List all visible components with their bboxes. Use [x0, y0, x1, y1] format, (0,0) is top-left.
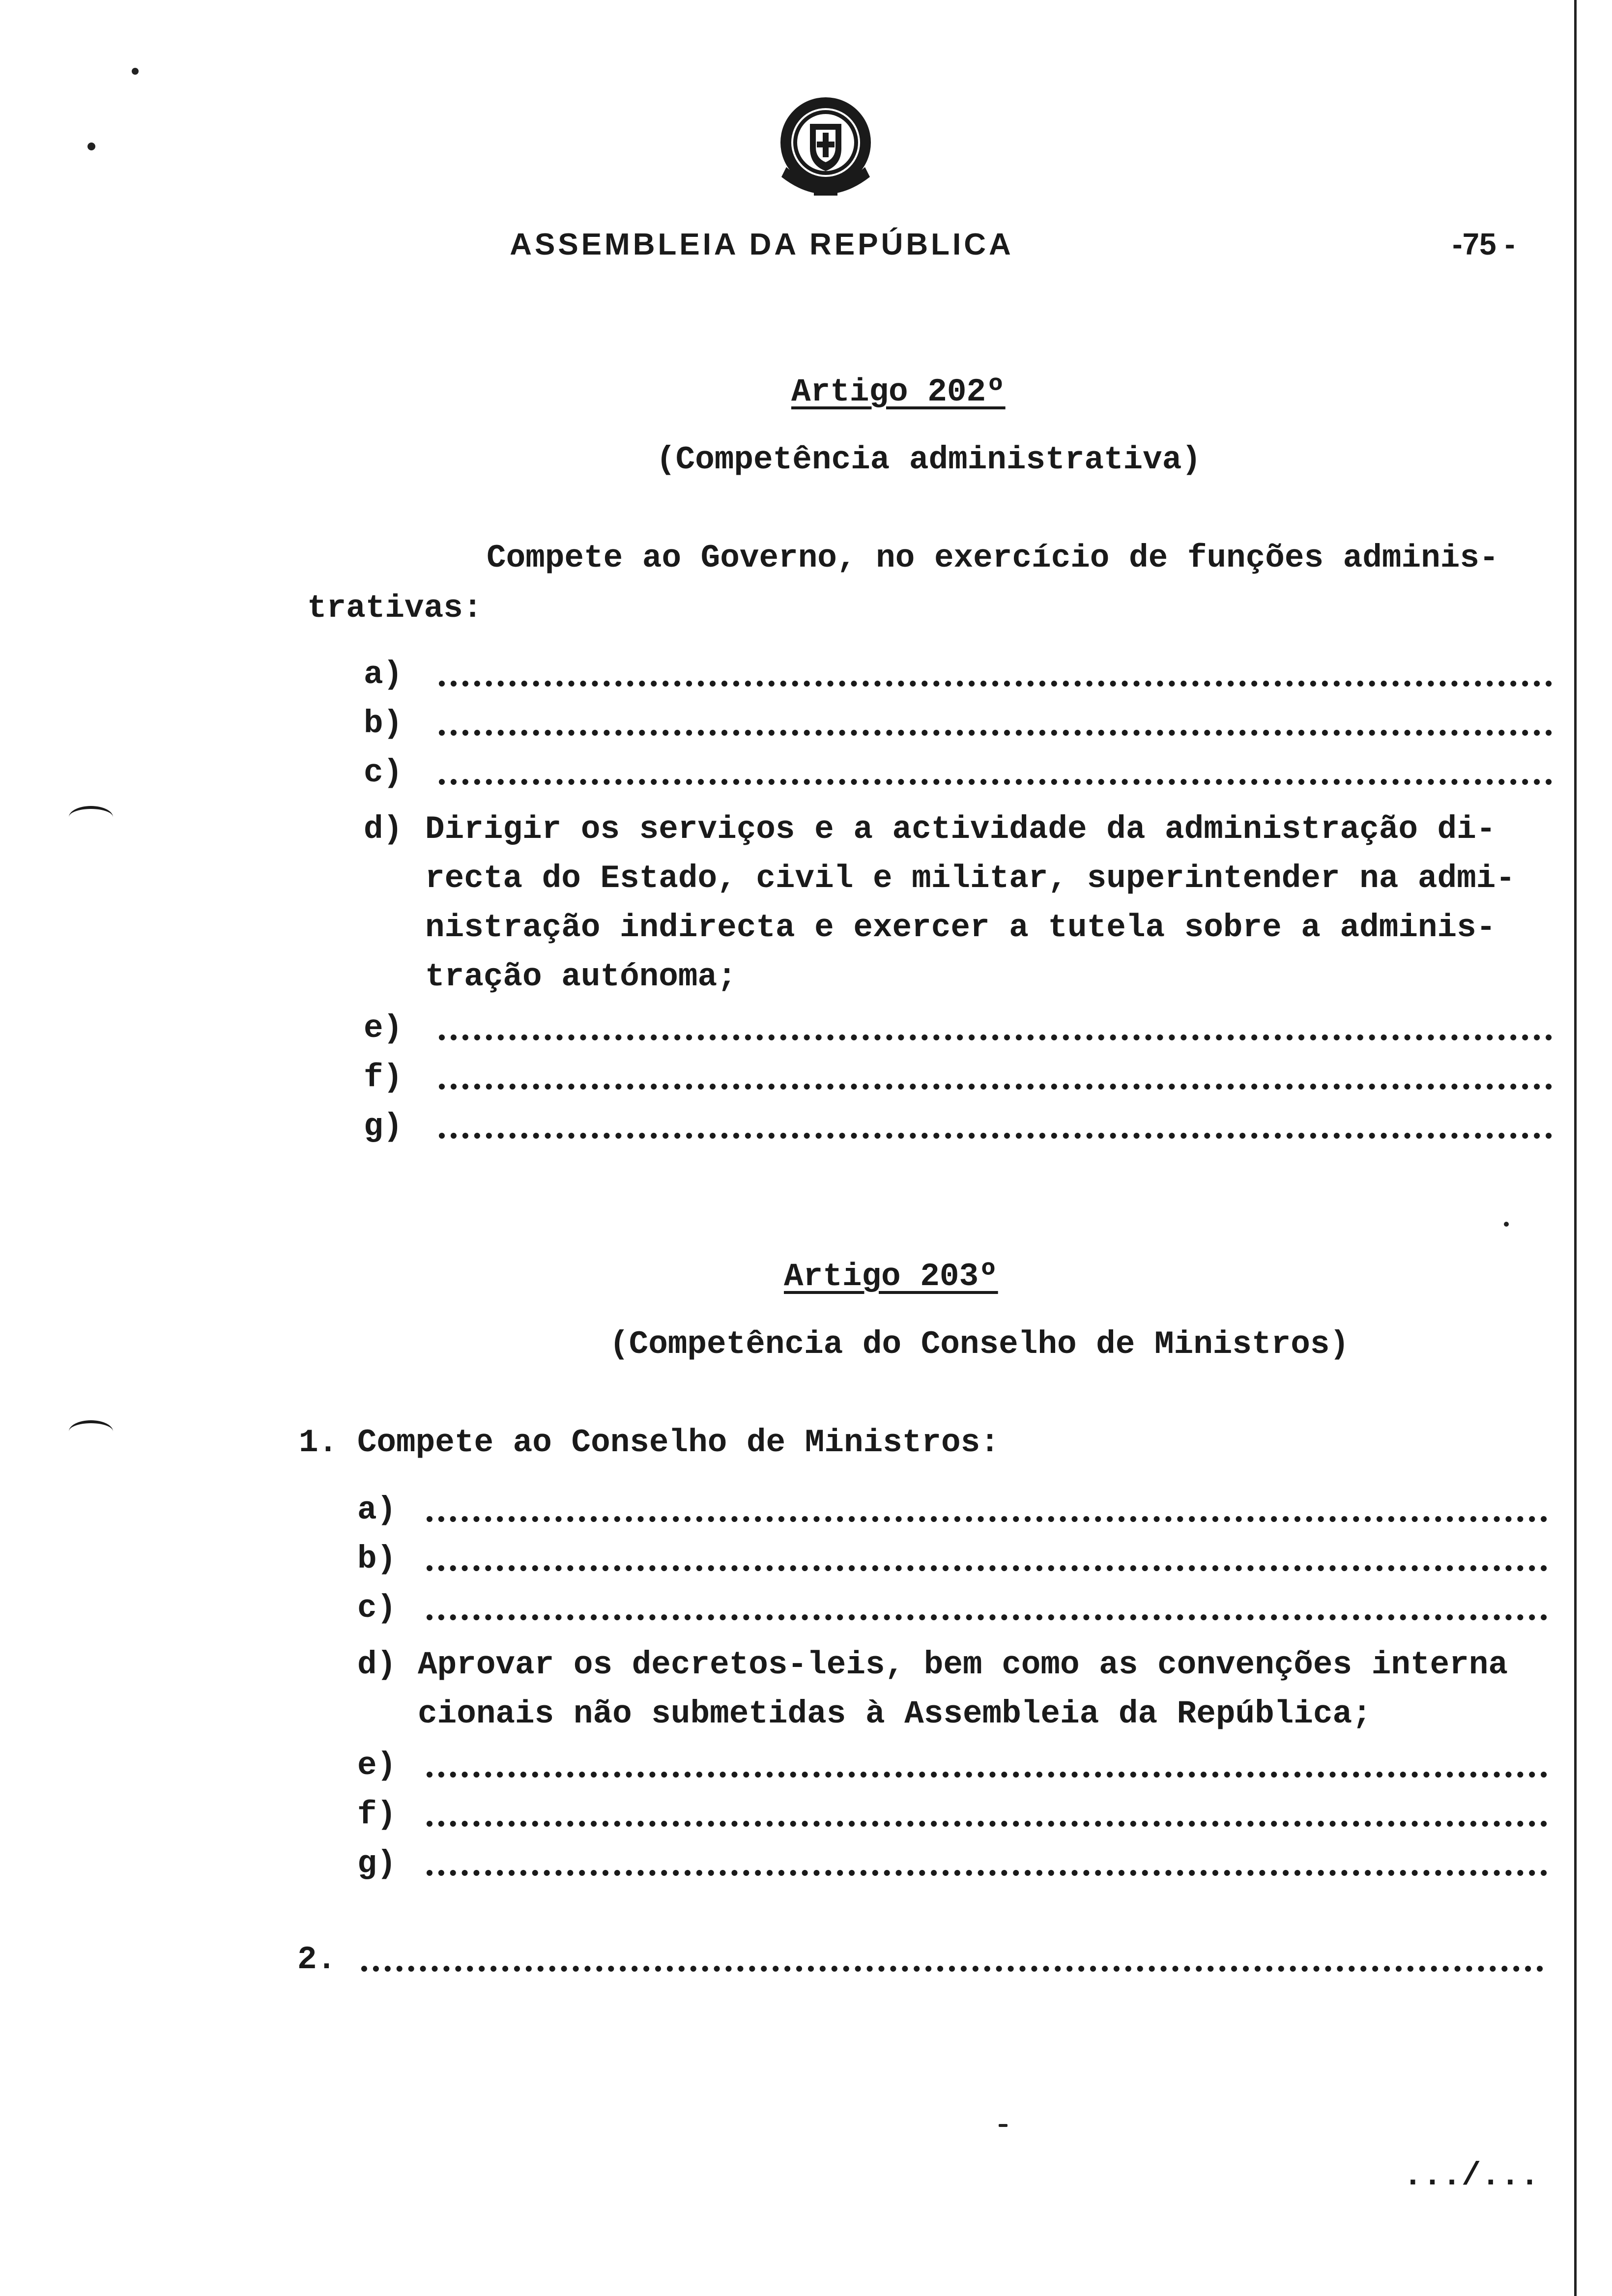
scan-speck — [87, 143, 95, 150]
list-item-label: g) — [357, 1845, 397, 1882]
list-item-label: c) — [357, 1590, 397, 1627]
list-item-label: d) — [357, 1646, 397, 1683]
scan-speck — [1504, 1222, 1509, 1227]
continuation-mark: .../... — [1403, 2157, 1540, 2194]
list-item-label: e) — [357, 1747, 397, 1784]
item-d-text-line: cionais não submetidas à Assembleia da República; — [418, 1695, 1372, 1732]
article-202-intro-line1: Compete ao Governo, no exercício de funções adminis- — [487, 540, 1499, 576]
omitted-text-dots — [427, 1772, 1547, 1778]
list-item-label: e) — [364, 1010, 403, 1047]
list-item-label: a) — [364, 656, 403, 693]
page-number: -75 - — [1452, 228, 1515, 261]
omitted-text-dots — [427, 1565, 1547, 1571]
item-d-text-line: Aprovar os decretos-leis, bem como as convenções interna — [418, 1646, 1508, 1683]
article-202-subtitle: (Competência administrativa) — [656, 441, 1201, 478]
scan-speck — [132, 68, 139, 75]
scan-speck — [999, 2124, 1008, 2127]
scan-mark — [69, 806, 113, 829]
institution-header: ASSEMBLEIA DA REPÚBLICA — [510, 228, 1014, 261]
omitted-text-dots — [439, 1034, 1552, 1040]
article-202-intro-line2: trativas: — [307, 590, 483, 627]
omitted-text-dots — [439, 681, 1552, 687]
item-d-text-line: tração autónoma; — [425, 958, 737, 995]
list-item-label: b) — [357, 1541, 397, 1578]
article-203-intro: 1. Compete ao Conselho de Ministros: — [299, 1424, 1000, 1461]
list-item-label: f) — [364, 1059, 403, 1096]
omitted-text-dots — [439, 1084, 1552, 1090]
article-203-subtitle: (Competência do Conselho de Ministros) — [609, 1326, 1350, 1363]
list-item-label: g) — [364, 1108, 403, 1145]
article-202-title: Artigo 202º — [791, 373, 1006, 410]
item-d-text-line: Dirigir os serviços e a actividade da administração di- — [425, 811, 1496, 848]
list-item-label: f) — [357, 1796, 397, 1833]
omitted-text-dots — [439, 1133, 1552, 1139]
omitted-text-dots — [427, 1821, 1547, 1827]
list-item-label: d) — [364, 811, 403, 848]
scan-mark — [69, 1420, 113, 1443]
coat-of-arms-icon — [772, 93, 880, 206]
omitted-text-dots — [427, 1614, 1547, 1620]
omitted-text-dots — [439, 730, 1552, 736]
omitted-text-dots — [439, 779, 1552, 785]
list-item-label: c) — [364, 754, 403, 791]
omitted-text-dots — [427, 1870, 1547, 1876]
omitted-text-dots — [361, 1966, 1543, 1972]
item-d-text-line: recta do Estado, civil e militar, superintender na admi- — [425, 860, 1515, 897]
item-d-text-line: nistração indirecta e exercer a tutela sobre a adminis- — [425, 909, 1496, 946]
list-item-label: b) — [364, 705, 403, 742]
article-203-title: Artigo 203º — [784, 1258, 998, 1295]
article-203-item-2-label: 2. — [297, 1941, 337, 1978]
list-item-label: a) — [357, 1492, 397, 1528]
omitted-text-dots — [427, 1516, 1547, 1522]
page-border-line — [1574, 0, 1577, 2296]
